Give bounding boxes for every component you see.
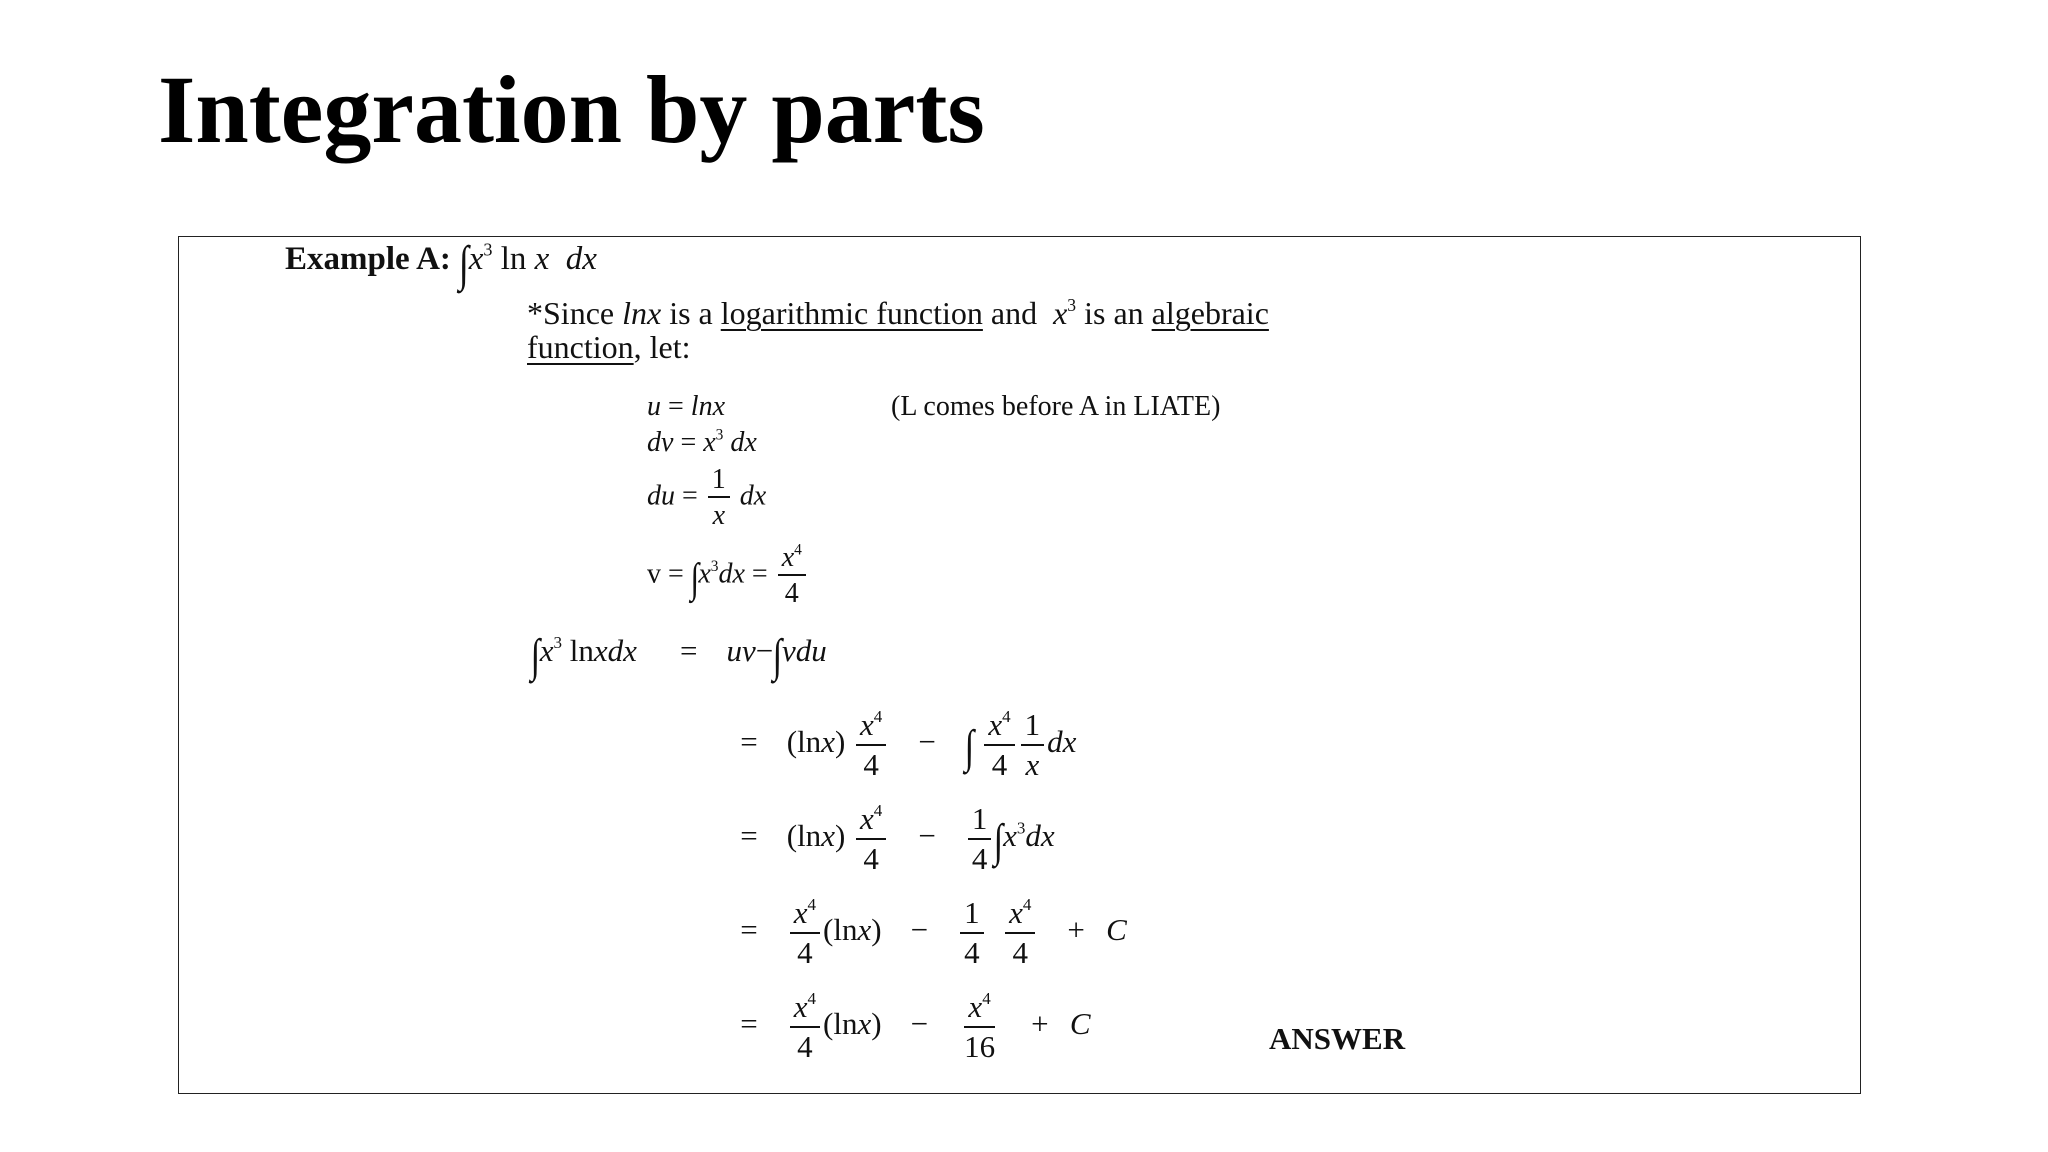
fraction: $\frac{x^4}{4}$ <box>856 803 886 875</box>
def-du: du = $\frac{1}{x}$ dx <box>647 464 767 532</box>
step-1: = (lnx) $\frac{x^4}{4}$ − ∫ $\frac{x^4}{4}$ $\frac{1}{x}$ dx <box>740 707 1077 782</box>
fraction: $\frac{x^4}{4}$ <box>984 709 1014 781</box>
step-3: = $\frac{x^4}{4}$ (lnx) − $\frac{1}{4}$ $\frac{x^4}{4}$ + C <box>740 895 1127 970</box>
example-box <box>178 236 1861 1094</box>
fraction: $\frac{x^4}{4}$ <box>856 709 886 781</box>
step-2: = (lnx) $\frac{x^4}{4}$ − $\frac{1}{4}$ $\int x^3dx$ <box>740 801 1055 876</box>
fraction: $\frac{x^4}{4}$ <box>790 897 820 969</box>
fraction: $\frac{1}{4}$ <box>960 897 984 969</box>
fraction: $\frac{1}{x}$ <box>1021 709 1045 781</box>
def-u: u = lnx <box>647 391 726 422</box>
note-line-2: function, let: <box>527 329 691 365</box>
example-label: Example A: <box>285 241 451 277</box>
parts-formula: $\int x^3$ lnxdx = uv−∫vdu <box>530 631 827 683</box>
fraction: $\frac{x^4}{4}$ <box>778 543 806 609</box>
example-header: Example A: $\int x^3$ ln x dx <box>285 235 597 291</box>
note-line-1: *Since lnx is a logarithmic function and $x^3$ is an algebraic <box>527 294 1269 331</box>
def-dv: dv = $x^3$ dx <box>647 426 757 458</box>
fraction: $\frac{x^4}{16}$ <box>964 989 996 1064</box>
fraction: $\frac{x^4}{4}$ <box>790 991 820 1063</box>
fraction: $\frac{1}{4}$ <box>968 803 992 875</box>
fraction: $\frac{x^4}{4}$ <box>1005 897 1035 969</box>
liate-note: (L comes before A in LIATE) <box>891 391 1221 422</box>
answer-label: ANSWER <box>1269 1021 1406 1056</box>
step-4: = $\frac{x^4}{4}$ (lnx) − $\frac{x^4}{16}$ + C <box>740 989 1091 1064</box>
fraction: $\frac{1}{x}$ <box>708 465 730 531</box>
def-v: $v = \int x^3dx$ = $\frac{x^4}{4}$ <box>647 543 809 609</box>
slide-title: Integration by parts <box>158 56 985 163</box>
